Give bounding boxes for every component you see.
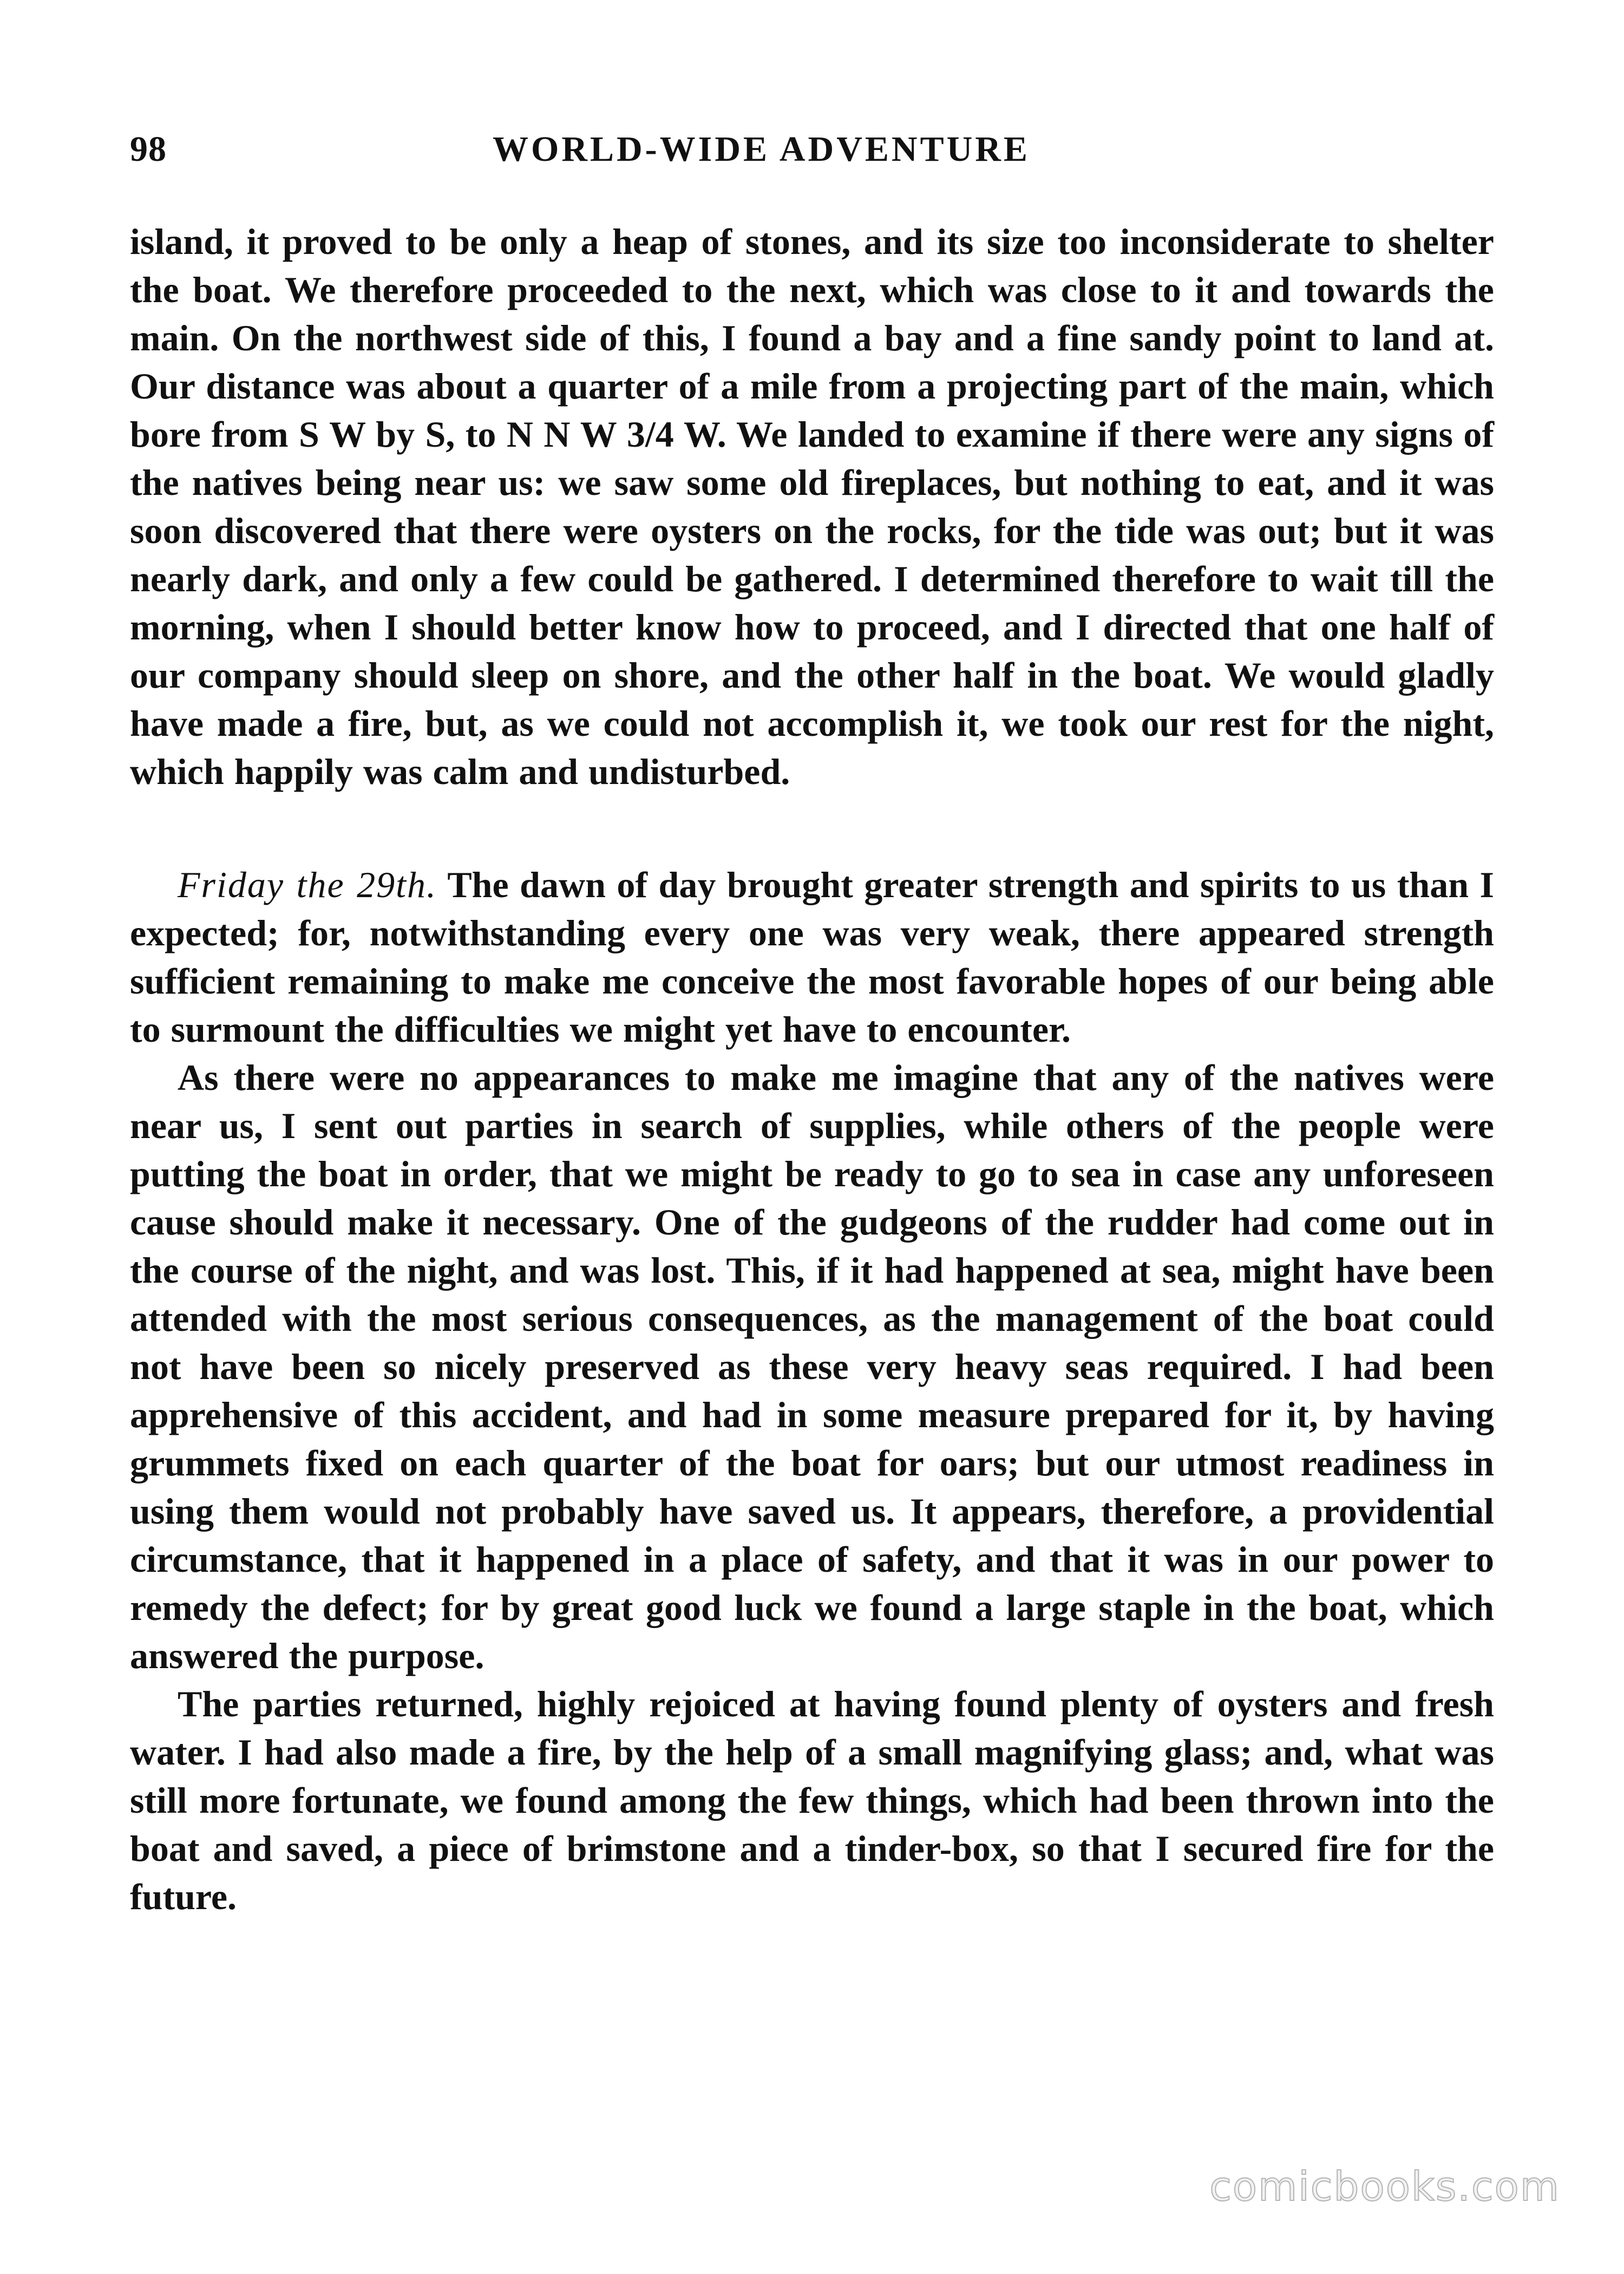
running-title: WORLD-WIDE ADVENTURE [493,129,1030,169]
page-header [130,129,1494,178]
paragraph: The parties returned, highly rejoiced at having found plenty of oysters and fresh water. I had also made a fire, by the help of a small magnifying glass; and, what was still more fortunate, we found among the few things, which had been thrown into the boat and saved, a piece of brimstone and a tinder-box, so that I secured fire for the future. [130,1683,1494,1917]
paragraph: island, it proved to be only a heap of stones, and its size too inconsiderate to shelter the boat. We therefore proceeded to the next, which was close to it and towards the main. On the northwest side of this, I found a bay and a fine sandy point to land at. Our distance was about a quarter of a mile from a projecting part of the main, which bore from S W by S, to N N W 3/4 W. We landed to examine if there were any signs of the natives being near us: we saw some old fireplaces, but nothing to eat, and it was soon discovered that there were oysters on the rocks, for the tide was out; but it was nearly dark, and only a few could be gathered. I determined therefore to wait till the morning, when I should better know how to proceed, and I directed that one half of our company should sleep on shore, and the other half in the boat. We would gladly have made a fire, but, as we could not accomplish it, we took our rest for the night, which happily was calm and undisturbed. [130,221,1494,792]
paragraph: As there were no appearances to make me imagine that any of the natives were near us, I sent out parties in search of supplies, while others of the people were putting the boat in order, that we might be ready to go to sea in case any unforeseen cause should make it necessary. One of the gudgeons of the rudder had come out in the course of the night, and was lost. This, if it had happened at sea, might have been attended with the most serious consequences, as the management of the boat could not have been so nicely preserved as these very heavy seas required. I had been apprehensive of this accident, and had in some measure prepared for it, by having grummets fixed on each quarter of the boat for oars; but our utmost readiness in using them would not probably have saved us. It appears, therefore, a providential circumstance, that it happened in a place of safety, and that it was in our power to remedy the defect; for by great good luck we found a large staple in the boat, which answered the purpose. [130,1057,1494,1676]
paragraph [130,861,1494,1054]
date-heading: Friday the 29th. [178,864,437,905]
page-number: 98 [130,129,167,169]
body-text [130,218,1494,1921]
paragraph-text: The dawn of day brought greater strength and spirits to us than I expected; for, notwithstanding every one was very weak, there appeared strength sufficient remaining to make me conceive the most favorable hopes of our being able to surmount the difficulties we might yet have to encounter. [130,864,1494,1050]
watermark: comicbooks.com [1209,2164,1560,2210]
